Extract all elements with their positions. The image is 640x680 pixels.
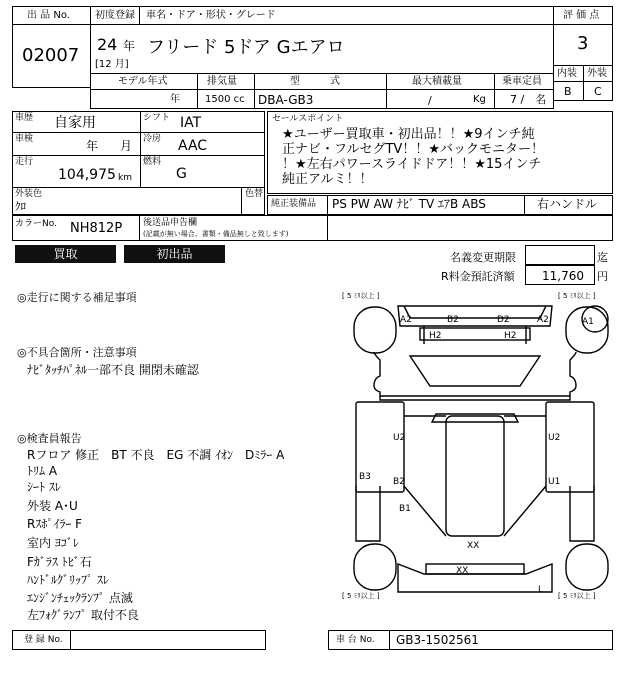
name-change-unit: 迄 xyxy=(597,251,608,264)
purchase-tag: 買取 xyxy=(15,245,116,263)
type-label: 型 式 xyxy=(290,76,340,87)
driving-notes-label: ◎走行に関する補足事項 xyxy=(17,291,137,304)
year-unit: 年 xyxy=(123,39,136,53)
score-label: 評 価 点 xyxy=(563,10,600,21)
lot-no-cell xyxy=(12,24,91,88)
equipment-value: PS PW AW ﾅﾋﾞ TV ｴｱB ABS xyxy=(332,197,486,211)
mark-xx-upper: XX xyxy=(467,541,480,551)
tire-bottom-right xyxy=(566,544,608,590)
sales-points-label: セールスポイント xyxy=(272,114,344,124)
interior-label-cell xyxy=(553,65,584,82)
displacement-label: 排気量 xyxy=(207,76,237,87)
mark-h2-left: H2 xyxy=(429,331,442,341)
equipment-label: 純正装備品 xyxy=(271,199,317,209)
tire-label-bl: [ 5 ﾐﾘ以上 ] xyxy=(342,592,380,600)
inspector-line: Fｶﾞﾗｽ ﾄﾋﾞ石 xyxy=(27,555,92,569)
sales-point-line-1: ★ユーザー買取車・初出品！！★9インチ純 xyxy=(282,127,535,142)
first-reg-label-cell xyxy=(90,6,140,25)
exterior-grade: C xyxy=(594,85,602,98)
mark-u2-left: U2 xyxy=(393,433,406,443)
recycle-unit: 円 xyxy=(597,270,608,283)
details-grid xyxy=(12,111,265,215)
inspector-line: ﾊﾝﾄﾞﾙｸﾞﾘｯﾌﾟ ｽﾚ xyxy=(27,573,109,587)
interior-grade: B xyxy=(564,85,572,98)
lot-no-label: 出 品 No. xyxy=(27,10,70,21)
model-year-unit: 年 xyxy=(170,94,180,105)
first-reg-label: 初度登録 xyxy=(95,10,135,21)
inspection-label: 車検 xyxy=(15,134,34,144)
inspector-line: Rｽﾎﾟｲﾗｰ F xyxy=(27,517,83,531)
tire-label-br: [ 5 ﾐﾘ以上 ] xyxy=(558,592,596,600)
type-value: DBA-GB3 xyxy=(258,93,314,107)
model-cell xyxy=(90,24,554,74)
score-value: 3 xyxy=(577,33,589,54)
aftermarket-label: 後送品申告欄 xyxy=(143,218,198,228)
mark-b2: B2 xyxy=(447,315,459,325)
model-year-label: モデル年式 xyxy=(118,76,168,87)
score-cell xyxy=(553,24,613,66)
inspector-line: ﾄﾘﾑ A xyxy=(27,464,58,478)
mark-a2-left: A2 xyxy=(400,315,412,325)
ac-label: 冷房 xyxy=(143,134,162,144)
inspector-line: Rフロア 修正 BT 不良 EG 不調 ｲｵﾝ Dﾐﾗｰ A xyxy=(27,448,285,462)
first-listing-tag: 初出品 xyxy=(124,245,225,263)
recycle-value: 11,760 xyxy=(542,269,584,283)
score-label-cell xyxy=(553,6,613,25)
sales-point-line-4: 純正アルミ！！ xyxy=(282,172,373,187)
mark-d2: D2 xyxy=(497,315,510,325)
mark-u2-right: U2 xyxy=(548,433,561,443)
color-no-value: NH812P xyxy=(70,221,123,236)
shift-value: IAT xyxy=(180,115,202,131)
displacement-value: 1500 cc xyxy=(205,94,245,105)
inspector-label: ◎検査員報告 xyxy=(17,432,82,445)
history-label: 車歴 xyxy=(15,113,34,123)
ext-color-label: 外装色 xyxy=(15,189,43,199)
mark-xx-lower: XX xyxy=(456,566,469,576)
name-change-label: 名義変更期限 xyxy=(450,251,516,264)
sales-point-line-3: ！★左右パワースライドドア！！★15インチ xyxy=(282,157,542,172)
first-reg-year: 24 xyxy=(97,35,118,54)
mark-a2-right: A2 xyxy=(537,315,549,325)
color-no-label: カラーNo. xyxy=(15,219,57,229)
mark-b2-side: B2 xyxy=(393,477,405,487)
chassis-no: GB3-1502561 xyxy=(396,633,479,647)
lot-no-label-cell xyxy=(12,6,91,25)
tire-bottom-left xyxy=(354,544,396,590)
car-damage-diagram xyxy=(340,286,612,626)
fuel-label: 燃料 xyxy=(143,157,162,167)
mileage-value: 104,975 xyxy=(58,167,116,183)
tire-label-tl: [ 5 ﾐﾘ以上 ] xyxy=(342,292,380,300)
lot-no: 02007 xyxy=(22,45,80,66)
model-label-cell xyxy=(139,6,554,25)
exterior-grade-cell xyxy=(583,81,613,101)
capacity-label: 乗車定員 xyxy=(502,76,542,87)
roof-center xyxy=(446,416,504,536)
inspector-line: 左ﾌｫｸﾞﾗﾝﾌﾟ 取付不良 xyxy=(27,608,139,622)
mark-h2-right: H2 xyxy=(504,331,517,341)
ac-value: AAC xyxy=(178,138,208,154)
side-panel-top xyxy=(398,306,552,326)
chassis-label: 車 台 No. xyxy=(336,635,375,645)
color-change-label: 色替 xyxy=(245,189,264,199)
sales-points-box xyxy=(267,111,613,194)
sales-point-line-2: 正ナビ・フルセグTV！！★バックモニター！ xyxy=(282,142,544,157)
model-name: フリード 5ドア Gエアロ xyxy=(147,37,345,58)
shift-label: シフト xyxy=(143,113,171,123)
name-change-box xyxy=(525,245,595,265)
defects-text: ﾅﾋﾞﾀｯﾁﾊﾟﾈﾙ一部不良 開閉未確認 xyxy=(27,363,199,377)
tire-label-tr: [ 5 ﾐﾘ以上 ] xyxy=(558,292,596,300)
recycle-box xyxy=(525,265,595,285)
body-outline-top xyxy=(374,352,576,396)
inspector-line: 外装 A･U xyxy=(27,499,78,513)
capacity-value: 7 / 名 xyxy=(510,93,547,106)
defects-label: ◎不具合箇所・注意事項 xyxy=(17,346,137,359)
max-load-unit: Kg xyxy=(473,94,486,105)
rear-bumper xyxy=(398,564,552,592)
exterior-label: 外装 xyxy=(587,68,607,79)
inspector-line: 室内 ﾖｺﾞﾚ xyxy=(27,536,79,550)
inspector-line: ｴﾝｼﾞﾝﾁｪｯｸﾗﾝﾌﾟ 点滅 xyxy=(27,591,133,605)
recycle-label: R料金預託済額 xyxy=(441,270,515,283)
mileage-label: 走行 xyxy=(15,157,34,167)
history-value: 自家用 xyxy=(54,115,96,131)
aftermarket-blank xyxy=(327,215,613,241)
model-label: 車名・ドア・形状・グレード xyxy=(146,10,276,21)
ext-color-value: ｸﾛ xyxy=(15,200,26,213)
mark-b1: B1 xyxy=(399,504,411,514)
mileage-unit: km xyxy=(118,173,132,183)
inspection-year: 年 xyxy=(86,139,99,153)
inspector-line: ｼｰﾄ ｽﾚ xyxy=(27,480,61,494)
tire-top-left xyxy=(354,307,396,353)
interior-grade-cell xyxy=(553,81,584,101)
interior-label: 内装 xyxy=(557,68,577,79)
max-load-slash: / xyxy=(428,94,432,107)
reg-no-label: 登 録 No. xyxy=(24,635,63,645)
first-reg-month: [12 月] xyxy=(95,59,129,70)
inspection-month: 月 xyxy=(120,139,133,153)
steering-value: 右ハンドル xyxy=(537,197,598,211)
exterior-label-cell xyxy=(583,65,613,82)
aftermarket-note: (記載が無い場合、書類・備品無しと致します) xyxy=(143,230,289,238)
mark-b3: B3 xyxy=(359,472,371,482)
mark-l: L xyxy=(538,585,544,595)
fuel-value: G xyxy=(176,166,187,182)
max-load-label: 最大積載量 xyxy=(412,76,462,87)
mark-a1: A1 xyxy=(582,317,594,327)
mark-u1: U1 xyxy=(548,477,561,487)
